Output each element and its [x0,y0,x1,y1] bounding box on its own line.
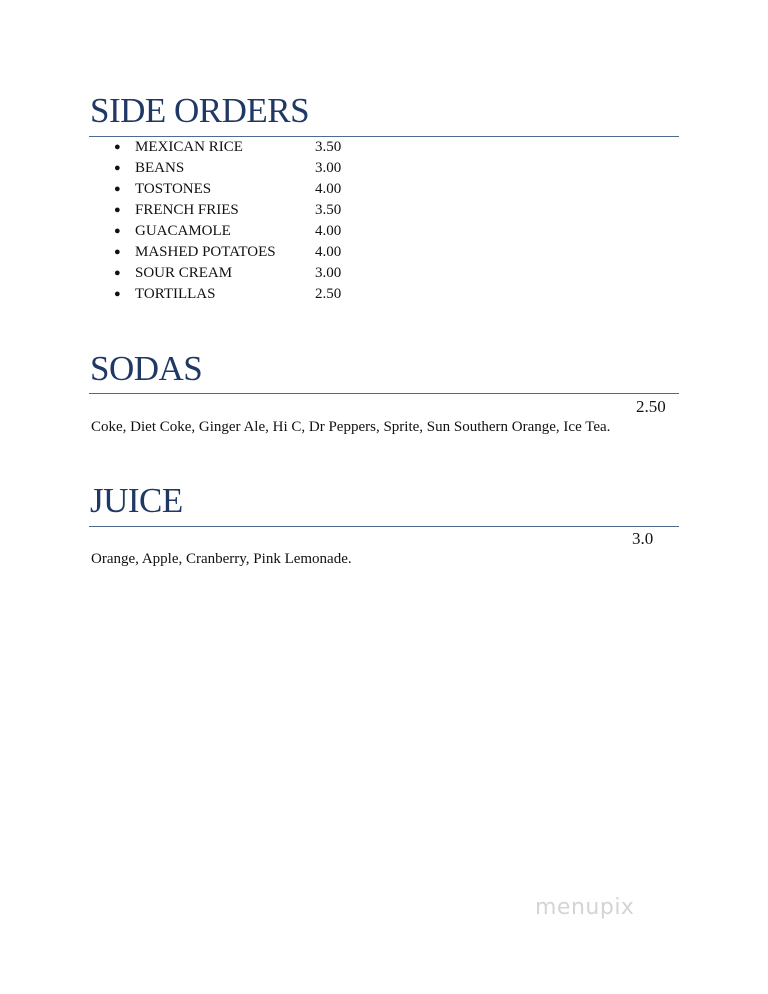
juice-description: Orange, Apple, Cranberry, Pink Lemonade. [91,551,352,567]
juice-heading: JUICE [90,481,183,520]
bullet-icon: ● [114,267,121,279]
bullet-icon: ● [114,288,121,300]
item-name: BEANS [135,160,185,176]
bullet-icon: ● [114,162,121,174]
item-name: TORTILLAS [135,286,216,302]
item-price: 3.00 [315,265,342,281]
sodas-divider [89,393,679,394]
item-name: SOUR CREAM [135,265,233,281]
bullet-icon: ● [114,225,121,237]
bullet-icon: ● [114,204,121,216]
item-price: 3.50 [315,202,342,218]
item-price: 3.00 [315,160,342,176]
item-price: 4.00 [315,244,342,260]
side-orders-heading: SIDE ORDERS [90,91,310,130]
menupix-watermark: menupix [535,895,635,920]
item-price: 4.00 [315,223,342,239]
sodas-price: 2.50 [636,397,666,416]
bullet-icon: ● [114,141,121,153]
sodas-description: Coke, Diet Coke, Ginger Ale, Hi C, Dr Peppers, Sprite, Sun Southern Orange, Ice Tea. [91,419,611,435]
juice-price: 3.0 [632,529,654,548]
bullet-icon: ● [114,183,121,195]
bullet-icon: ● [114,246,121,258]
item-price: 2.50 [315,286,342,302]
item-name: MASHED POTATOES [135,244,276,260]
item-price: 4.00 [315,181,342,197]
item-name: TOSTONES [135,181,212,197]
item-name: MEXICAN RICE [135,139,243,155]
item-name: FRENCH FRIES [135,202,239,218]
juice-divider [89,526,679,527]
item-price: 3.50 [315,139,342,155]
item-name: GUACAMOLE [135,223,231,239]
sodas-heading: SODAS [90,349,203,388]
